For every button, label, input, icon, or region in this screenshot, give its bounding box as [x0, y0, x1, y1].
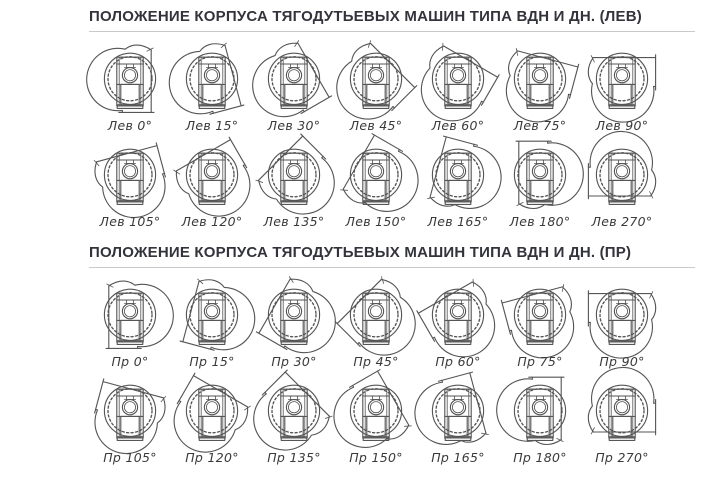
impeller-and-motor	[268, 289, 319, 344]
fan-diagram	[336, 138, 416, 218]
base-plate	[363, 105, 389, 109]
base-plate	[527, 341, 553, 345]
pedestal	[531, 320, 549, 340]
pedestal	[285, 180, 303, 200]
impeller-dashed	[108, 389, 152, 433]
bearing-inner	[534, 306, 545, 317]
impeller-dashed	[354, 153, 398, 197]
impeller-dashed	[190, 57, 234, 101]
impeller-rim	[104, 385, 155, 436]
fan-diagram	[582, 138, 662, 218]
fan-diagram-cell	[417, 278, 499, 368]
fan-diagram-cell	[171, 42, 253, 132]
impeller-dashed	[518, 389, 562, 433]
fan-diagram-cell	[253, 138, 335, 228]
fan-diagram	[582, 278, 662, 358]
volute-casing	[407, 372, 489, 454]
fan-position-label: Лев 120°	[181, 214, 243, 229]
volute-casing	[426, 136, 508, 218]
impeller-dashed	[518, 153, 562, 197]
pedestal	[531, 416, 549, 436]
pedestal	[203, 84, 221, 104]
impeller-rim	[432, 385, 483, 436]
fan-diagram-cell	[89, 42, 171, 132]
impeller-dashed	[190, 293, 234, 337]
base-plate	[445, 201, 471, 205]
fan-diagram	[254, 374, 334, 454]
title-underline	[89, 267, 695, 268]
fan-diagram	[418, 278, 498, 358]
pedestal	[531, 84, 549, 104]
impeller-rim	[186, 149, 237, 200]
bearing-inner	[370, 306, 381, 317]
bearing-inner	[452, 306, 463, 317]
fan-diagram-cell	[253, 278, 335, 368]
impeller-rim	[104, 289, 155, 340]
impeller-and-motor	[432, 289, 483, 344]
fan-diagram	[418, 374, 498, 454]
fan-diagram-cell	[171, 278, 253, 368]
base-plate	[363, 341, 389, 345]
bearing-inner	[124, 402, 135, 413]
fan-position-label: Пр 180°	[513, 450, 567, 465]
impeller-rim	[596, 289, 647, 340]
impeller-dashed	[108, 153, 152, 197]
impeller-dashed	[600, 293, 644, 337]
fan-position-label: Пр 135°	[267, 450, 321, 465]
impeller-dashed	[354, 293, 398, 337]
bearing-inner	[452, 70, 463, 81]
impeller-and-motor	[268, 385, 319, 440]
impeller-rim	[186, 289, 237, 340]
impeller-rim	[432, 289, 483, 340]
impeller-and-motor	[432, 53, 483, 108]
impeller-and-motor	[432, 385, 483, 440]
fan-position-label: Лев 45°	[349, 118, 403, 133]
pedestal	[531, 180, 549, 200]
bearing-inner	[124, 70, 135, 81]
impeller-dashed	[518, 57, 562, 101]
fan-position-label: Лев 30°	[267, 118, 321, 133]
bearing-inner	[124, 306, 135, 317]
base-plate	[281, 437, 307, 441]
fan-diagram-cell	[581, 278, 663, 368]
fan-diagram	[254, 42, 334, 122]
base-plate	[445, 437, 471, 441]
impeller-dashed	[354, 57, 398, 101]
base-plate	[527, 201, 553, 205]
fan-position-label: Лев 135°	[263, 214, 325, 229]
impeller-dashed	[436, 293, 480, 337]
fan-position-label: Пр 15°	[189, 354, 235, 369]
volute-casing	[86, 379, 168, 461]
bearing-inner	[206, 166, 217, 177]
impeller-rim	[432, 149, 483, 200]
fan-diagram-cell	[581, 42, 663, 132]
bearing-inner	[534, 166, 545, 177]
fan-diagram	[90, 374, 170, 454]
base-plate	[117, 105, 143, 109]
impeller-rim	[596, 149, 647, 200]
impeller-dashed	[272, 153, 316, 197]
impeller-rim	[268, 53, 319, 104]
fan-position-label: Лев 180°	[509, 214, 571, 229]
fan-diagram	[500, 374, 580, 454]
base-plate	[609, 201, 635, 205]
impeller-rim	[268, 149, 319, 200]
section-pr	[89, 244, 712, 464]
volute-casing	[501, 283, 583, 365]
fan-position-label: Пр 165°	[431, 450, 485, 465]
bearing-inner	[370, 402, 381, 413]
fan-diagram-cell	[89, 138, 171, 228]
pedestal	[367, 180, 385, 200]
pedestal	[121, 320, 139, 340]
impeller-dashed	[436, 389, 480, 433]
bearing-inner	[370, 70, 381, 81]
fan-diagram-cell	[171, 374, 253, 464]
impeller-dashed	[600, 153, 644, 197]
pedestal	[121, 180, 139, 200]
impeller-dashed	[518, 293, 562, 337]
pedestal	[613, 84, 631, 104]
impeller-and-motor	[268, 53, 319, 108]
base-plate	[117, 201, 143, 205]
base-plate	[363, 201, 389, 205]
base-plate	[527, 437, 553, 441]
fan-grid-lev-row1	[89, 42, 712, 132]
base-plate	[363, 437, 389, 441]
pedestal	[449, 180, 467, 200]
impeller-and-motor	[186, 385, 237, 440]
impeller-rim	[186, 53, 237, 104]
fan-diagram-cell	[417, 374, 499, 464]
fan-position-label: Пр 60°	[435, 354, 481, 369]
base-plate	[117, 341, 143, 345]
fan-diagram-cell	[335, 374, 417, 464]
volute-casing	[240, 38, 332, 130]
bearing-inner	[288, 306, 299, 317]
fan-diagram	[336, 278, 416, 358]
bearing-inner	[616, 402, 627, 413]
impeller-and-motor	[186, 289, 237, 344]
impeller-dashed	[272, 293, 316, 337]
fan-diagram	[172, 138, 252, 218]
impeller-dashed	[108, 57, 152, 101]
fan-diagram	[172, 42, 252, 122]
fan-diagram-cell	[171, 138, 253, 228]
impeller-rim	[596, 385, 647, 436]
base-plate	[609, 105, 635, 109]
fan-diagram-cell	[253, 374, 335, 464]
impeller-rim	[514, 289, 565, 340]
fan-diagram-cell	[581, 374, 663, 464]
pedestal	[367, 416, 385, 436]
bearing-inner	[206, 402, 217, 413]
base-plate	[199, 201, 225, 205]
volute-casing	[161, 40, 243, 122]
impeller-rim	[350, 385, 401, 436]
impeller-rim	[268, 289, 319, 340]
fan-position-label: Лев 90°	[595, 118, 649, 133]
base-plate	[199, 437, 225, 441]
fan-position-label: Пр 45°	[353, 354, 399, 369]
pedestal	[613, 180, 631, 200]
section-title-lev: ПОЛОЖЕНИЕ КОРПУСА ТЯГОДУТЬЕВЫХ МАШИН ТИПА ВДН И ДН. (ЛЕВ)	[89, 8, 642, 25]
volute-casing	[322, 370, 414, 462]
bearing-inner	[206, 70, 217, 81]
fan-diagram	[582, 42, 662, 122]
fan-position-label: Лев 165°	[427, 214, 489, 229]
fan-position-label: Пр 90°	[599, 354, 645, 369]
impeller-dashed	[190, 153, 234, 197]
volute-casing	[91, 143, 173, 225]
fan-diagram-cell	[581, 138, 663, 228]
volute-casing	[180, 276, 262, 358]
fan-diagram	[254, 278, 334, 358]
fan-diagram	[336, 374, 416, 454]
impeller-and-motor	[104, 289, 155, 344]
fan-diagram-cell	[417, 138, 499, 228]
fan-diagram	[500, 278, 580, 358]
impeller-rim	[514, 149, 565, 200]
fan-diagram-cell	[335, 138, 417, 228]
impeller-and-motor	[350, 289, 401, 344]
fan-diagram-cell	[335, 278, 417, 368]
bearing-inner	[616, 70, 627, 81]
bearing-inner	[288, 166, 299, 177]
fan-position-label: Лев 75°	[513, 118, 567, 133]
impeller-and-motor	[596, 53, 647, 108]
fan-grid-lev-row2	[89, 138, 712, 228]
impeller-and-motor	[268, 149, 319, 204]
base-plate	[117, 437, 143, 441]
impeller-dashed	[600, 389, 644, 433]
impeller-rim	[104, 53, 155, 104]
bearing-inner	[616, 166, 627, 177]
impeller-rim	[514, 385, 565, 436]
fan-diagram	[582, 374, 662, 454]
fan-diagram	[90, 42, 170, 122]
fan-diagram-cell	[417, 42, 499, 132]
pedestal	[203, 320, 221, 340]
bearing-inner	[616, 306, 627, 317]
fan-position-label: Лев 0°	[107, 118, 153, 133]
fan-position-label: Пр 120°	[185, 450, 239, 465]
fan-position-label: Лев 60°	[431, 118, 485, 133]
base-plate	[527, 105, 553, 109]
impeller-rim	[104, 149, 155, 200]
bearing-inner	[452, 402, 463, 413]
impeller-rim	[432, 53, 483, 104]
bearing-inner	[288, 70, 299, 81]
impeller-rim	[350, 53, 401, 104]
bearing-inner	[124, 166, 135, 177]
pedestal	[367, 320, 385, 340]
pedestal	[449, 320, 467, 340]
bearing-inner	[452, 166, 463, 177]
pedestal	[367, 84, 385, 104]
impeller-dashed	[436, 153, 480, 197]
fan-diagram-cell	[89, 374, 171, 464]
pedestal	[285, 84, 303, 104]
pedestal	[449, 84, 467, 104]
base-plate	[445, 341, 471, 345]
fan-diagram-cell	[499, 138, 581, 228]
impeller-rim	[514, 53, 565, 104]
fan-diagram	[336, 42, 416, 122]
pedestal	[203, 416, 221, 436]
pedestal	[121, 84, 139, 104]
bearing-inner	[534, 402, 545, 413]
section-lev	[89, 8, 712, 228]
fan-diagram	[90, 278, 170, 358]
impeller-and-motor	[432, 149, 483, 204]
fan-diagram-cell	[499, 374, 581, 464]
fan-diagram-cell	[253, 42, 335, 132]
base-plate	[609, 437, 635, 441]
impeller-dashed	[600, 57, 644, 101]
fan-diagram	[418, 138, 498, 218]
fan-position-label: Лев 15°	[185, 118, 239, 133]
fan-position-label: Пр 75°	[517, 354, 563, 369]
fan-position-label: Лев 105°	[99, 214, 161, 229]
impeller-rim	[350, 149, 401, 200]
bearing-inner	[206, 306, 217, 317]
fan-diagram	[172, 278, 252, 358]
fan-diagram	[500, 138, 580, 218]
impeller-and-motor	[514, 385, 565, 440]
bearing-inner	[534, 70, 545, 81]
impeller-and-motor	[104, 53, 155, 108]
fan-position-label: Пр 150°	[349, 450, 403, 465]
pedestal	[449, 416, 467, 436]
section-title-pr: ПОЛОЖЕНИЕ КОРПУСА ТЯГОДУТЬЕВЫХ МАШИН ТИПА ВДН И ДН. (ПР)	[89, 244, 632, 261]
pedestal	[285, 320, 303, 340]
pedestal	[285, 416, 303, 436]
bearing-inner	[288, 402, 299, 413]
base-plate	[199, 341, 225, 345]
base-plate	[281, 341, 307, 345]
impeller-rim	[268, 385, 319, 436]
fan-diagram	[172, 374, 252, 454]
base-plate	[199, 105, 225, 109]
pedestal	[203, 180, 221, 200]
impeller-rim	[350, 289, 401, 340]
bearing-inner	[370, 166, 381, 177]
fan-diagram	[254, 138, 334, 218]
fan-position-label: Лев 150°	[345, 214, 407, 229]
impeller-and-motor	[350, 385, 401, 440]
base-plate	[445, 105, 471, 109]
impeller-and-motor	[186, 149, 237, 204]
pedestal	[613, 320, 631, 340]
impeller-and-motor	[350, 53, 401, 108]
impeller-and-motor	[350, 149, 401, 204]
impeller-and-motor	[596, 289, 647, 344]
fan-position-label: Пр 30°	[271, 354, 317, 369]
impeller-and-motor	[186, 53, 237, 108]
base-plate	[281, 105, 307, 109]
impeller-dashed	[272, 389, 316, 433]
fan-diagram-cell	[89, 278, 171, 368]
fan-position-label: Лев 270°	[591, 214, 653, 229]
impeller-rim	[186, 385, 237, 436]
fan-diagram-cell	[499, 278, 581, 368]
title-underline	[89, 31, 695, 32]
impeller-and-motor	[514, 149, 565, 204]
fan-diagram	[418, 42, 498, 122]
fan-position-label: Пр 0°	[111, 354, 149, 369]
fan-grid-pr-row1	[89, 278, 712, 368]
fan-diagram-cell	[499, 42, 581, 132]
fan-position-label: Пр 270°	[595, 450, 649, 465]
base-plate	[281, 201, 307, 205]
fan-diagram	[500, 42, 580, 122]
impeller-dashed	[108, 293, 152, 337]
fan-diagram	[90, 138, 170, 218]
impeller-rim	[596, 53, 647, 104]
fan-grid-pr-row2	[89, 374, 712, 464]
base-plate	[609, 341, 635, 345]
pedestal	[613, 416, 631, 436]
fan-position-label: Пр 105°	[103, 450, 157, 465]
pedestal	[121, 416, 139, 436]
fan-diagram-cell	[335, 42, 417, 132]
volute-casing	[496, 47, 578, 129]
